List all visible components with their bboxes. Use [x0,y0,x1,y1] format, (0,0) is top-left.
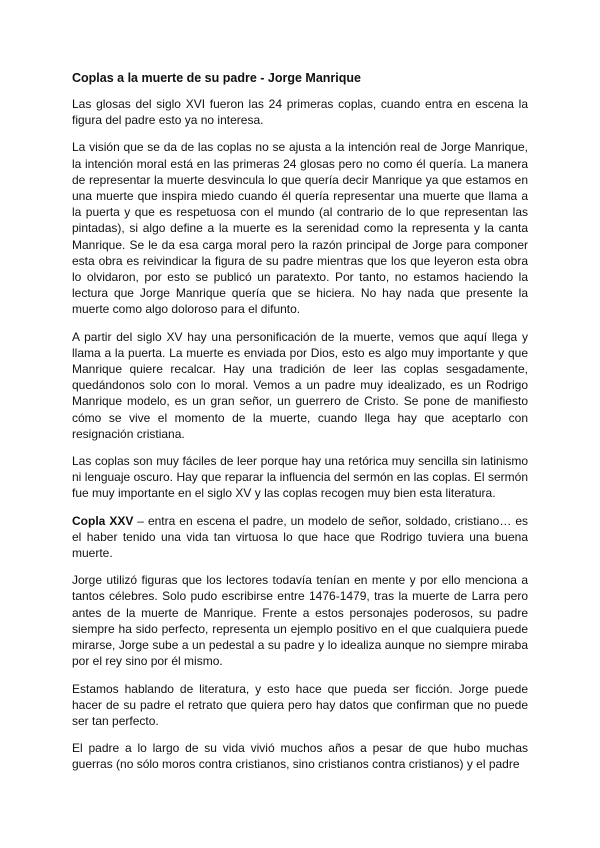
paragraph-figuras [72,572,528,669]
paragraph-retorica [72,453,528,502]
paragraph-text: El padre a lo largo de su vida vivió muchos años a pesar de que hubo muchas guerras (no sólo moros contra cristianos, sino cristianos contra cristianos) y el padre [72,741,528,772]
paragraph-personificacion [72,329,528,442]
paragraph-text: A partir del siglo XV hay una personificación de la muerte, vemos que aquí llega y llama a la puerta. La muerte es enviada por Dios, esto es algo muy importante y que Manrique quiere recalcar. Hay una tradición de leer las coplas sesgadamente, quedándonos solo con lo moral. Vemos a un padre muy idealizado, es un Rodrigo Manrique modelo, es un gran señor, un guerrero de Cristo. Se pone de manifiesto cómo se vive el momento de la muerte, cuando llega hay que aceptarlo con resignación cristiana. [72,329,528,441]
paragraph-glosas [72,96,528,128]
paragraph-text: Estamos hablando de literatura, y esto hace que pueda ser ficción. Jorge puede hacer de su padre el retrato que quiera pero hay datos que confirman que no puede ser tan perfecto. [72,681,528,728]
paragraph-text: La visión que se da de las coplas no se ajusta a la intención real de Jorge Manrique, la intención moral está en las primeras 24 glosas pero no como él quería. La manera de representar la muerte desvincula lo que quería decir Manrique ya que estamos en una muerte que inspira miedo cuando él quería representar una muerte que llama a la puerta y que es respetuosa con el mundo (al contrario de lo que representan las pintadas), si algo define a la muerte es la serenidad como la representa y la canta Manrique. Se le da esa carga moral pero la razón principal de Jorge para componer esta obra es reivindicar la figura de su padre mientras que los que leyeron esta obra lo olvidaron, por esto se publicó un paratexto. Por tanto, no estamos haciendo la lectura que Jorge Manrique quería que se hiciera. No hay nada que presente la muerte como algo doloroso para el difunto. [72,140,528,317]
paragraph-vision [72,139,528,317]
paragraph-lead: Copla XXV [72,513,134,528]
paragraph-copla-xxv [72,513,528,562]
document-title: Coplas a la muerte de su padre - Jorge Manrique [72,71,361,85]
paragraph-padre [72,740,528,772]
paragraph-text: – entra en escena el padre, un modelo de señor, soldado, cristiano… es el haber tenido una vida tan virtuosa lo que hace que Rodrigo tuviera una buena muerte. [72,513,528,561]
paragraph-text: Las coplas son muy fáciles de leer porque hay una retórica muy sencilla sin latinismo ni lenguaje oscuro. Hay que reparar la influencia del sermón en las coplas. El sermón fue muy importante en el siglo XV y las coplas recogen muy bien esta literatura. [72,454,528,501]
paragraph-literatura [72,681,528,730]
paragraph-text: Jorge utilizó figuras que los lectores todavía tenían en mente y por ello menciona a tantos célebres. Solo pudo escribirse entre 1476-1479, tras la muerte de Larra pero antes de la muerte de Manrique. Frente a estos personajes poderosos, su padre siempre ha sido perfecto, representa un ejemplo positivo en el que cualquiera puede mirarse, Jorge sube a un pedestal a su padre y lo idealiza aunque no siempre miraba por el rey sino por él mismo. [72,573,528,669]
document-page [72,70,528,784]
paragraph-text: Las glosas del siglo XVI fueron las 24 primeras coplas, cuando entra en escena la figura del padre esto ya no interesa. [72,97,528,128]
